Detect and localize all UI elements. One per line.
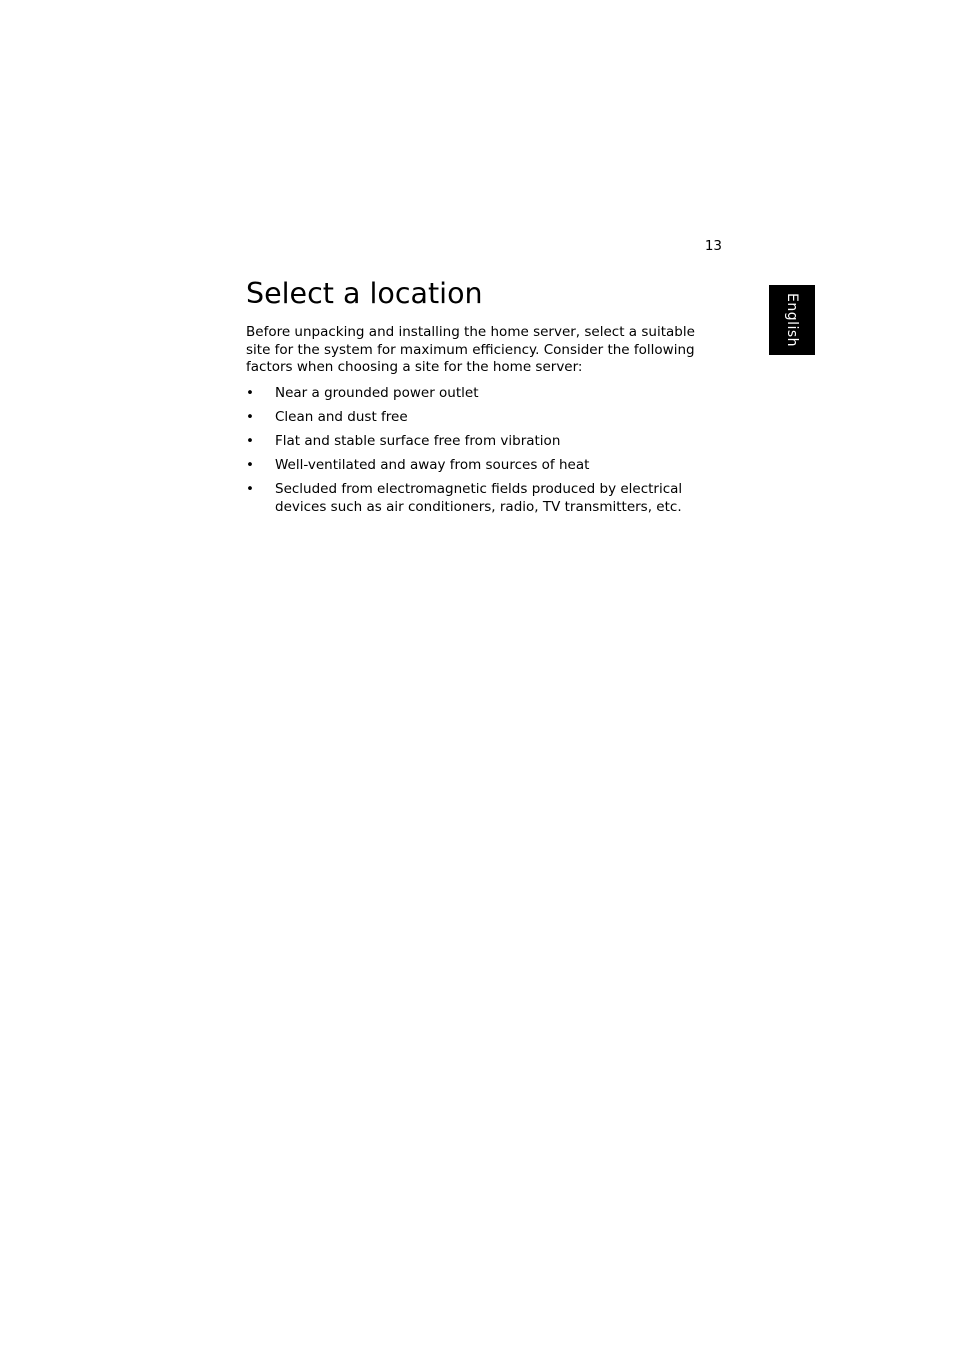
bullet-icon: • <box>246 408 254 425</box>
bullet-icon: • <box>246 432 254 449</box>
list-item <box>246 433 722 451</box>
bullet-icon: • <box>246 480 254 497</box>
list-item <box>246 385 722 403</box>
language-tab-label: English <box>784 292 800 348</box>
language-tab <box>769 285 815 355</box>
list-item-text: Near a grounded power outlet <box>275 385 479 401</box>
list-item <box>246 409 722 427</box>
list-item-text: Secluded from electromagnetic fields produced by electrical devices such as air conditioners, radio, TV transmitters, etc. <box>275 480 683 515</box>
list-item-text: Clean and dust free <box>275 408 408 425</box>
list-item-text: Well-ventilated and away from sources of heat <box>275 456 590 473</box>
bullet-icon: • <box>246 456 254 473</box>
bullet-icon: • <box>246 385 254 401</box>
page-number: 13 <box>704 238 722 254</box>
list-item-text: Flat and stable surface free from vibration <box>275 432 561 449</box>
intro-paragraph: Before unpacking and installing the home server, select a suitable site for the system for maximum efficiency. Consider the following factors when choosing a site for the home server: <box>246 324 695 376</box>
factor-list <box>246 385 722 523</box>
page-title: Select a location <box>246 277 483 310</box>
list-item <box>246 457 722 475</box>
list-item <box>246 481 722 516</box>
